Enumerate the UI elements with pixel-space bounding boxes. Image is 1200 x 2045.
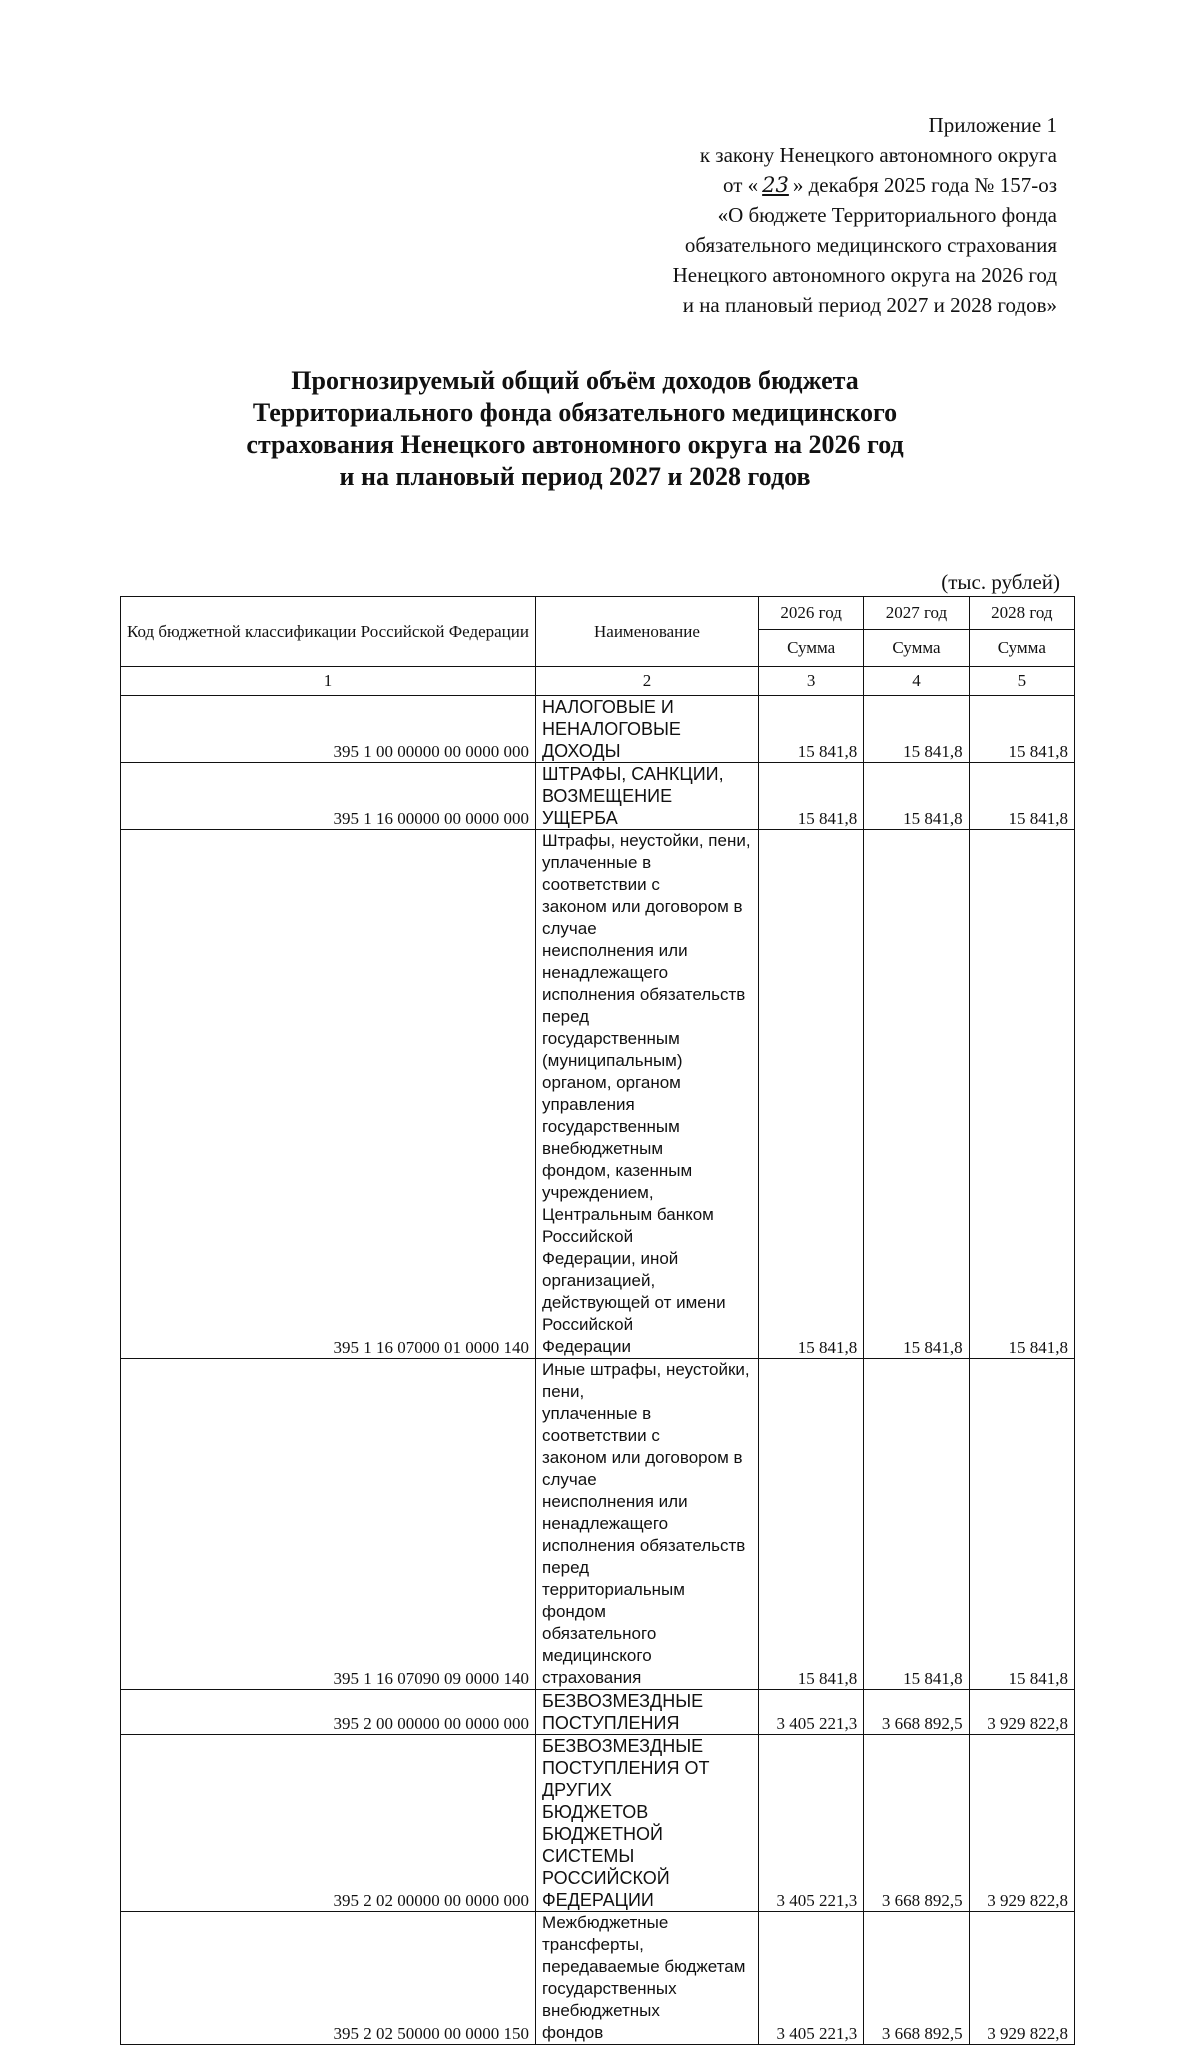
row-name xyxy=(535,763,758,830)
row-name-line: государственных внебюджетных xyxy=(541,1979,677,2020)
row-name-line: действующей от имени Российской xyxy=(541,1293,726,1334)
table-header-row xyxy=(121,597,1075,630)
row-name-line: БЮДЖЕТОВ БЮДЖЕТНОЙ xyxy=(541,1802,663,1844)
table-row xyxy=(121,763,1075,830)
row-name-line: ПОСТУПЛЕНИЯ xyxy=(541,1713,680,1733)
date-suffix: » декабря 2025 года № 157-оз xyxy=(792,173,1057,197)
column-number: 3 xyxy=(758,667,863,696)
header-year-2027: 2027 год xyxy=(864,597,969,630)
row-name-line: Штрафы, неустойки, пени, xyxy=(541,831,751,850)
row-name-line: фондов xyxy=(541,2023,604,2042)
row-name xyxy=(535,1735,758,1912)
row-code: 395 1 16 00000 00 0000 000 xyxy=(121,763,536,830)
row-name-line: государственным (муниципальным) xyxy=(541,1029,683,1070)
row-sum-2028: 3 929 822,8 xyxy=(969,1690,1074,1735)
row-code: 395 1 16 07000 01 0000 140 xyxy=(121,830,536,1359)
header-code: Код бюджетной классификации Российской Федерации xyxy=(121,597,536,667)
row-sum-2026: 15 841,8 xyxy=(758,763,863,830)
row-sum-2028: 15 841,8 xyxy=(969,696,1074,763)
appendix-line-6: Ненецкого автономного округа на 2026 год xyxy=(672,263,1057,287)
row-name-line: БЕЗВОЗМЕЗДНЫЕ xyxy=(541,1736,704,1756)
row-name-line: государственным внебюджетным xyxy=(541,1117,680,1158)
row-sum-2028: 3 929 822,8 xyxy=(969,1735,1074,1912)
row-name-line: исполнения обязательств перед xyxy=(541,1536,746,1577)
row-name-line: Межбюджетные трансферты, xyxy=(541,1913,669,1954)
row-name-line: обязательного медицинского xyxy=(541,1624,657,1665)
row-name-line: ВОЗМЕЩЕНИЕ УЩЕРБА xyxy=(541,786,673,828)
row-name-line: уплаченные в соответствии с xyxy=(541,1404,660,1445)
column-number: 1 xyxy=(121,667,536,696)
row-name-line: передаваемые бюджетам xyxy=(541,1957,746,1976)
row-name-line: законом или договором в случае xyxy=(541,897,743,938)
row-code: 395 2 00 00000 00 0000 000 xyxy=(121,1690,536,1735)
row-name-line: неисполнения или ненадлежащего xyxy=(541,1492,688,1533)
column-number: 2 xyxy=(535,667,758,696)
row-name-line: законом или договором в случае xyxy=(541,1448,743,1489)
table-row xyxy=(121,1690,1075,1735)
row-name-line: Центральным банком Российской xyxy=(541,1205,714,1246)
row-sum-2028: 15 841,8 xyxy=(969,830,1074,1359)
row-name-line: страхования xyxy=(541,1668,642,1687)
revenue-table xyxy=(120,596,1075,2045)
row-name-line: Иные штрафы, неустойки, пени, xyxy=(541,1360,750,1401)
row-name xyxy=(535,1359,758,1690)
date-prefix: от « xyxy=(722,173,759,197)
row-sum-2027: 15 841,8 xyxy=(864,763,969,830)
title-line-3: страхования Ненецкого автономного округа на 2026 год xyxy=(246,430,904,459)
row-name-line: Федерации, иной организацией, xyxy=(541,1249,679,1290)
row-sum-2027: 15 841,8 xyxy=(864,830,969,1359)
column-number: 5 xyxy=(969,667,1074,696)
row-code: 395 1 16 07090 09 0000 140 xyxy=(121,1359,536,1690)
header-sum-2026: Сумма xyxy=(758,630,863,667)
row-sum-2028: 3 929 822,8 xyxy=(969,1912,1074,2045)
row-name-line: фондом, казенным учреждением, xyxy=(541,1161,693,1202)
row-name-line: территориальным фондом xyxy=(541,1580,685,1621)
row-name xyxy=(535,696,758,763)
row-name-line: БЕЗВОЗМЕЗДНЫЕ xyxy=(541,1691,704,1711)
row-sum-2027: 3 668 892,5 xyxy=(864,1735,969,1912)
appendix-header xyxy=(457,110,1057,320)
header-sum-2028: Сумма xyxy=(969,630,1074,667)
row-name-line: НАЛОГОВЫЕ И НЕНАЛОГОВЫЕ xyxy=(541,697,681,739)
appendix-line-1: Приложение 1 xyxy=(928,113,1057,137)
table-row xyxy=(121,830,1075,1359)
row-sum-2026: 15 841,8 xyxy=(758,696,863,763)
row-name xyxy=(535,1690,758,1735)
appendix-line-2: к закону Ненецкого автономного округа xyxy=(699,143,1057,167)
row-sum-2027: 15 841,8 xyxy=(864,1359,969,1690)
column-number: 4 xyxy=(864,667,969,696)
title-line-1: Прогнозируемый общий объём доходов бюджета xyxy=(291,366,859,395)
header-year-2028: 2028 год xyxy=(969,597,1074,630)
row-sum-2026: 3 405 221,3 xyxy=(758,1690,863,1735)
row-name-line: ДОХОДЫ xyxy=(541,741,621,761)
row-sum-2027: 3 668 892,5 xyxy=(864,1912,969,2045)
row-name-line: ШТРАФЫ, САНКЦИИ, xyxy=(541,764,724,784)
row-name-line: исполнения обязательств перед xyxy=(541,985,746,1026)
row-sum-2026: 15 841,8 xyxy=(758,1359,863,1690)
units-label: (тыс. рублей) xyxy=(941,570,1060,594)
table-row xyxy=(121,696,1075,763)
row-sum-2026: 3 405 221,3 xyxy=(758,1735,863,1912)
appendix-line-7: и на плановый период 2027 и 2028 годов» xyxy=(682,293,1057,317)
row-sum-2027: 3 668 892,5 xyxy=(864,1690,969,1735)
appendix-line-5: обязательного медицинского страхования xyxy=(684,233,1057,257)
row-name-line: Федерации xyxy=(541,1337,632,1356)
appendix-line-4: «О бюджете Территориального фонда xyxy=(717,203,1057,227)
table-row xyxy=(121,1359,1075,1690)
row-name xyxy=(535,830,758,1359)
row-sum-2028: 15 841,8 xyxy=(969,1359,1074,1690)
row-name-line: неисполнения или ненадлежащего xyxy=(541,941,688,982)
table-row xyxy=(121,1735,1075,1912)
column-number-row xyxy=(121,667,1075,696)
document-title xyxy=(150,365,1000,493)
title-line-2: Территориального фонда обязательного медицинского xyxy=(252,398,898,427)
row-code: 395 1 00 00000 00 0000 000 xyxy=(121,696,536,763)
handwritten-date: 23 xyxy=(762,173,789,197)
row-name xyxy=(535,1912,758,2045)
title-line-4: и на плановый период 2027 и 2028 годов xyxy=(339,462,811,491)
row-sum-2026: 15 841,8 xyxy=(758,830,863,1359)
row-sum-2028: 15 841,8 xyxy=(969,763,1074,830)
appendix-date-line xyxy=(457,170,1057,200)
row-name-line: СИСТЕМЫ РОССИЙСКОЙ xyxy=(541,1846,670,1888)
row-code: 395 2 02 50000 00 0000 150 xyxy=(121,1912,536,2045)
row-name-line: уплаченные в соответствии с xyxy=(541,853,660,894)
row-sum-2027: 15 841,8 xyxy=(864,696,969,763)
row-name-line: ПОСТУПЛЕНИЯ ОТ ДРУГИХ xyxy=(541,1758,710,1800)
row-name-line: органом, органом управления xyxy=(541,1073,681,1114)
header-sum-2027: Сумма xyxy=(864,630,969,667)
header-year-2026: 2026 год xyxy=(758,597,863,630)
row-name-line: ФЕДЕРАЦИИ xyxy=(541,1890,654,1910)
row-sum-2026: 3 405 221,3 xyxy=(758,1912,863,2045)
table-row xyxy=(121,1912,1075,2045)
header-name: Наименование xyxy=(535,597,758,667)
row-code: 395 2 02 00000 00 0000 000 xyxy=(121,1735,536,1912)
